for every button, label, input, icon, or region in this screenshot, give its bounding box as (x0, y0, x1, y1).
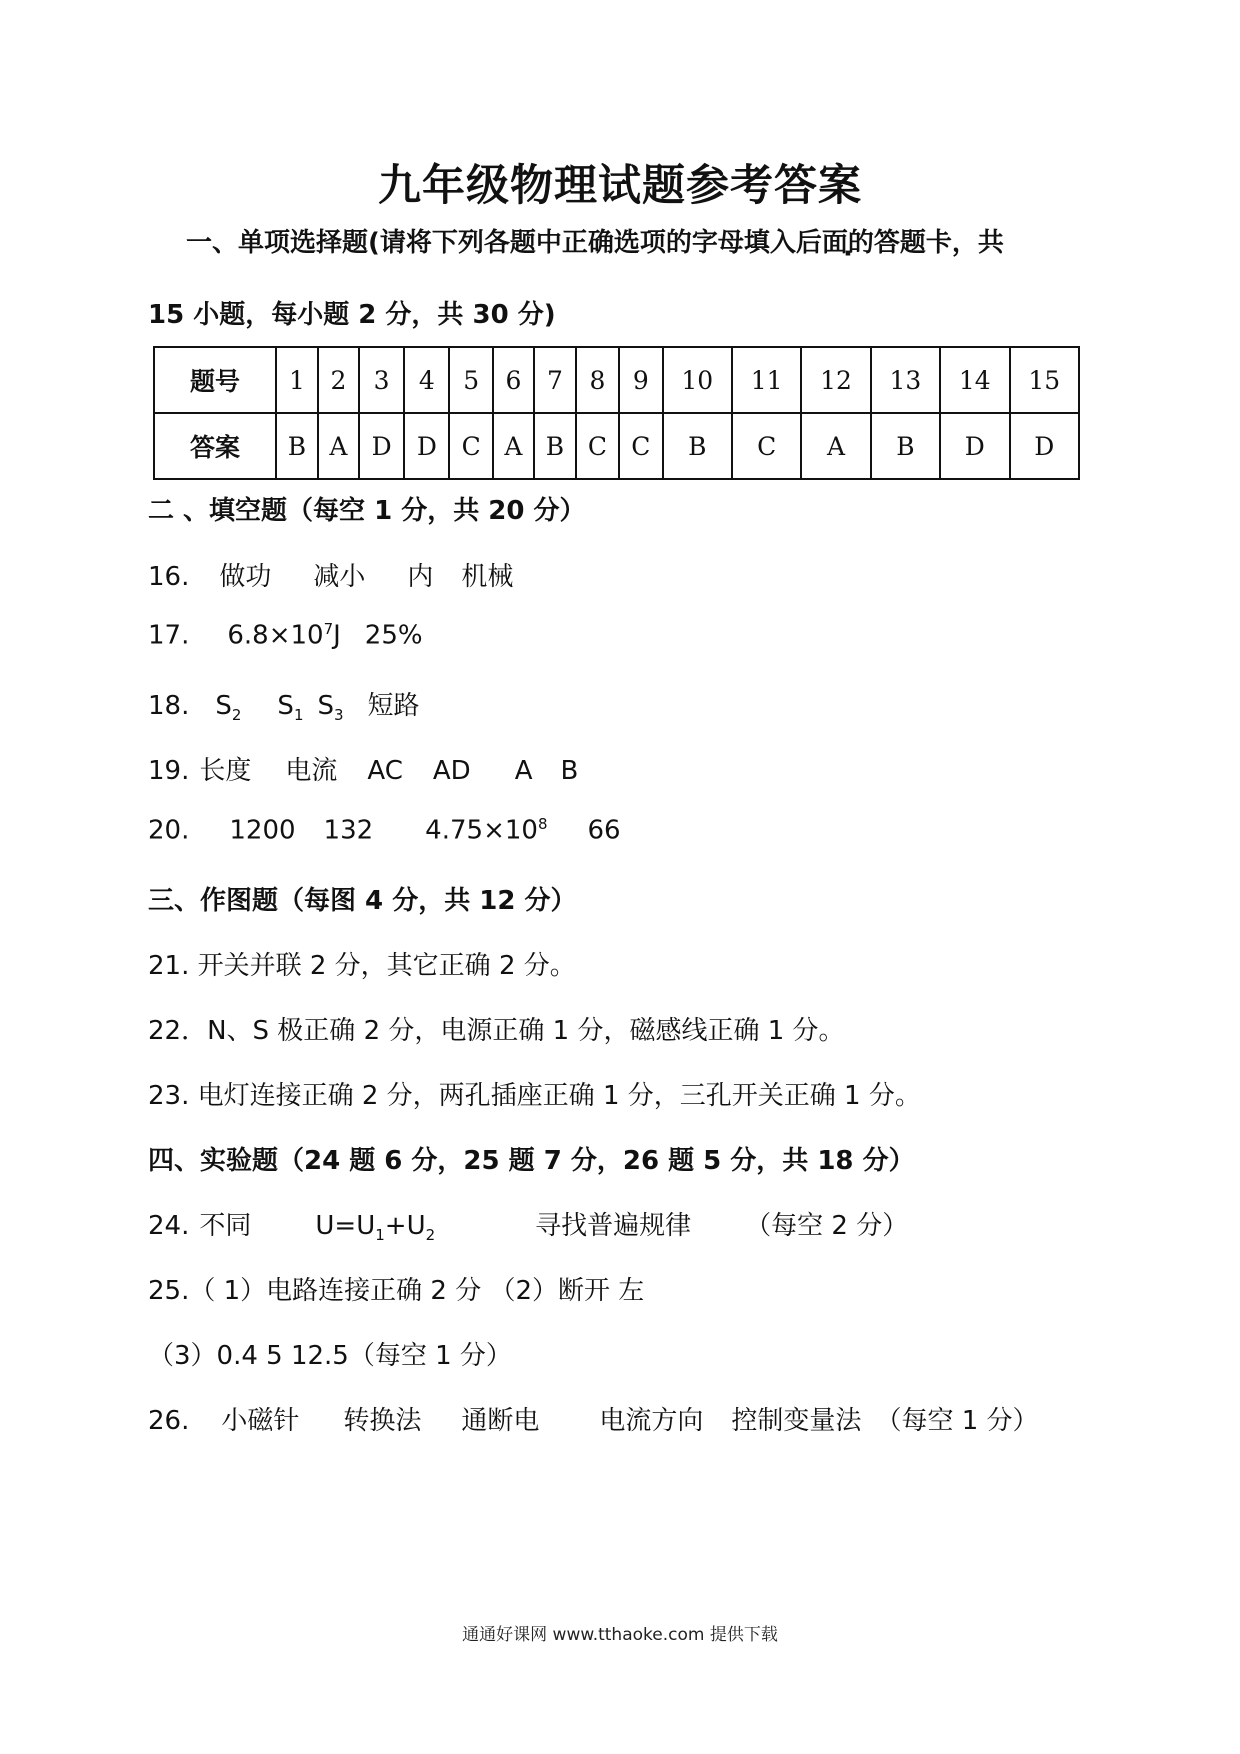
answer-19-blank6: B (560, 756, 579, 786)
question-number-cell: 12 (801, 347, 870, 413)
question-number-cell: 14 (940, 347, 1009, 413)
answer-cell: C (732, 413, 801, 479)
answer-23: 23. 电灯连接正确 2 分，两孔插座正确 1 分，三孔开关正确 1 分。 (148, 1081, 921, 1111)
answer-26-blank5: 控制变量法 (731, 1406, 862, 1436)
section1-heading (186, 222, 1004, 259)
answer-24 (148, 1205, 908, 1244)
answer-16 (148, 556, 513, 593)
answer-19 (148, 750, 578, 787)
answer-17 (148, 620, 423, 651)
question-number-cell: 4 (404, 347, 449, 413)
answer-cell: D (1010, 413, 1079, 479)
question-number-cell: 11 (732, 347, 801, 413)
answer-cell: A (801, 413, 870, 479)
answer-cell: C (619, 413, 662, 479)
answer-21: 21. 开关并联 2 分，其它正确 2 分。 (148, 951, 576, 981)
row-label-answer: 答案 (154, 413, 276, 479)
answer-cell: D (404, 413, 449, 479)
answer-24-blank2-part2: +U (384, 1211, 426, 1241)
answer-cell: B (534, 413, 576, 479)
answer-26 (148, 1400, 1039, 1437)
answer-26-blank2: 转换法 (343, 1406, 422, 1436)
answer-16-blank1: 做功 (219, 562, 272, 592)
answer-cell: D (359, 413, 404, 479)
answer-17-number: 17. (148, 620, 190, 651)
section4-heading: 四、实验题（24 题 6 分，25 题 7 分，26 题 5 分，共 18 分） (148, 1146, 915, 1176)
answer-19-number: 19. (148, 756, 190, 786)
question-number-cell: 13 (871, 347, 940, 413)
answer-19-blank1: 长度 (199, 756, 252, 786)
section2-heading: 二 、填空题（每空 1 分，共 20 分） (148, 496, 586, 526)
answer-24-number: 24. (148, 1211, 190, 1241)
answer-24-note: （每空 2 分） (745, 1211, 909, 1241)
answer-18-switch-a-sub: 2 (231, 706, 242, 725)
answer-24-blank3: 寻找普遍规律 (535, 1211, 692, 1241)
table-row-answers (154, 413, 1079, 479)
answer-19-blank3: AC (367, 756, 403, 786)
answer-18-switch-c-sub: 3 (334, 706, 344, 725)
answer-24-blank2-part1: U=U (315, 1211, 376, 1241)
answer-19-blank5: A (514, 756, 533, 786)
answer-18-switch-a: S (215, 691, 232, 721)
answer-cell: B (276, 413, 318, 479)
question-number-cell: 8 (576, 347, 619, 413)
question-number-cell: 3 (359, 347, 404, 413)
answer-16-blank4: 机械 (461, 562, 514, 592)
answer-26-blank3: 通断电 (461, 1406, 540, 1436)
answer-cell: C (576, 413, 619, 479)
answer-25-line1: 25.（ 1）电路连接正确 2 分 （2）断开 左 (148, 1276, 645, 1306)
question-number-cell: 10 (663, 347, 732, 413)
answer-cell: B (871, 413, 940, 479)
answer-cell: A (318, 413, 359, 479)
answer-25-line2: （3）0.4 5 12.5（每空 1 分） (148, 1341, 512, 1371)
answer-22: 22．N、S 极正确 2 分，电源正确 1 分，磁感线正确 1 分。 (148, 1016, 845, 1046)
answer-18 (148, 685, 420, 724)
answer-20-blank3: 4.75×10 (425, 815, 538, 846)
answer-26-number: 26. (148, 1406, 190, 1436)
answer-17-exponent: 7 (323, 620, 334, 638)
answer-19-blank4: AD (432, 756, 471, 786)
section1-heading-emphasis: 填入后面的答题卡 · (744, 222, 952, 259)
question-number-cell: 6 (493, 347, 534, 413)
question-number-cell: 9 (619, 347, 662, 413)
answer-18-switch-b: S (277, 691, 294, 721)
section1-heading-part-a: 一、单项选择题(请将下列各题中正确选项的字母 (186, 228, 744, 258)
answer-cell: C (449, 413, 492, 479)
answer-cell: A (493, 413, 534, 479)
question-number-cell: 5 (449, 347, 492, 413)
answer-18-switch-b-sub: 1 (293, 706, 304, 725)
table-row-numbers (154, 347, 1079, 413)
answer-18-blank3: 短路 (367, 691, 420, 721)
answer-20 (148, 815, 621, 846)
answer-cell: B (663, 413, 732, 479)
row-label-number: 题号 (154, 347, 276, 413)
answer-20-blank4: 66 (587, 815, 621, 846)
answer-18-number: 18. (148, 691, 190, 721)
answer-16-number: 16. (148, 562, 190, 592)
answer-26-blank4: 电流方向 (599, 1406, 704, 1436)
answer-24-blank2-sub2: 2 (425, 1226, 436, 1245)
page-title: 九年级物理试题参考答案 (378, 161, 862, 211)
answer-17-blank2: 25% (364, 620, 423, 651)
answer-24-blank2 (315, 1211, 436, 1245)
answer-26-blank1: 小磁针 (221, 1406, 300, 1436)
footer-credit: 通通好课网 www.tthaoke.com 提供下载 (462, 1625, 778, 1645)
answer-26-note: （每空 1 分） (875, 1406, 1039, 1436)
answer-16-blank2: 减小 (313, 562, 366, 592)
answer-18-switch-c: S (317, 691, 334, 721)
question-number-cell: 7 (534, 347, 576, 413)
section3-heading: 三、作图题（每图 4 分，共 12 分） (148, 886, 577, 916)
answer-17-unit: J (333, 620, 341, 651)
question-number-cell: 1 (276, 347, 318, 413)
answer-cell: D (940, 413, 1009, 479)
answer-19-blank2: 电流 (285, 756, 338, 786)
answer-table (153, 346, 1080, 480)
answer-20-blank1: 1200 (229, 815, 296, 846)
answer-16-blank3: 内 (407, 562, 434, 592)
question-number-cell: 2 (318, 347, 359, 413)
section1-heading-part-c: ，共 (951, 228, 1004, 258)
answer-20-number: 20. (148, 815, 190, 846)
answer-20-exponent: 8 (537, 815, 548, 833)
answer-20-blank2: 132 (323, 815, 374, 846)
question-number-cell: 15 (1010, 347, 1079, 413)
section1-heading-line2: 15 小题，每小题 2 分，共 30 分) (148, 300, 556, 330)
answer-17-blank1: 6.8×10 (227, 620, 324, 651)
answer-24-blank2-sub1: 1 (375, 1226, 385, 1245)
answer-24-blank1: 不同 (199, 1211, 252, 1241)
